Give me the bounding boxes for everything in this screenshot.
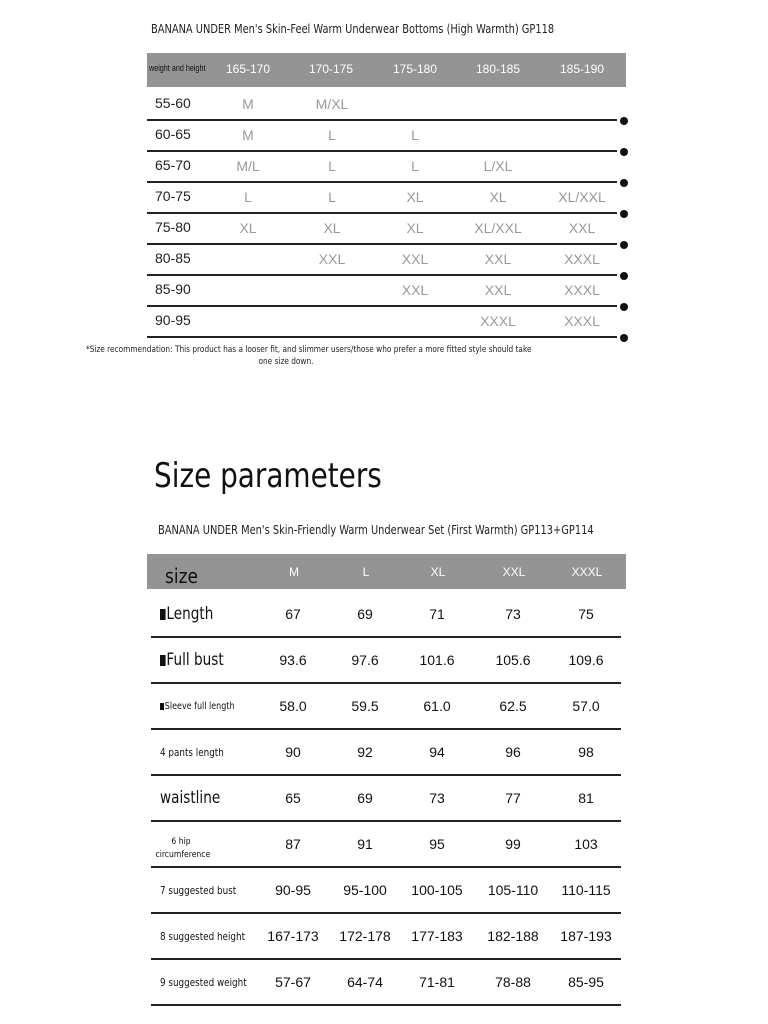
param-label: 9 suggested weight xyxy=(160,975,247,989)
size-cell: L xyxy=(244,189,252,205)
table-row xyxy=(147,243,617,276)
param-label-text: Length xyxy=(166,604,214,624)
weight-cell: 75-80 xyxy=(155,219,191,235)
note-line-2: one size down. xyxy=(258,357,314,367)
param-label: waistline xyxy=(160,788,221,808)
value-cell: 103 xyxy=(574,836,598,852)
row-end-dot xyxy=(620,241,628,249)
value-cell: 110-115 xyxy=(561,882,611,898)
table-row xyxy=(151,868,621,914)
value-cell: 87 xyxy=(285,836,301,852)
value-cell: 100-105 xyxy=(411,882,463,898)
size-cell: L xyxy=(328,158,336,174)
size-cell: XXL xyxy=(484,282,512,298)
table-row xyxy=(147,119,617,152)
weight-cell: 80-85 xyxy=(155,250,191,266)
value-cell: 81 xyxy=(578,790,594,806)
size-cell: M xyxy=(242,127,254,143)
value-cell: 73 xyxy=(505,606,521,622)
params-chart-header xyxy=(147,554,626,589)
numbered-bullet-icon xyxy=(160,609,166,620)
param-label: 8 suggested height xyxy=(160,929,246,943)
size-cell: M/L xyxy=(236,158,260,174)
size-cell: XXXL xyxy=(480,313,516,329)
table-row xyxy=(151,960,621,1006)
value-cell: 90-95 xyxy=(275,882,311,898)
value-cell: 95-100 xyxy=(343,882,387,898)
size-cell: XL xyxy=(406,220,424,236)
height-header: 165-170 xyxy=(225,62,271,76)
value-cell: 167-173 xyxy=(267,928,319,944)
size-cell: XL xyxy=(406,189,424,205)
value-cell: 92 xyxy=(357,744,373,760)
value-cell: 69 xyxy=(357,790,373,806)
value-cell: 85-95 xyxy=(568,974,604,990)
size-cell: XXL xyxy=(401,282,429,298)
table-row xyxy=(147,181,617,214)
size-cell: L xyxy=(411,127,419,143)
value-cell: 57.0 xyxy=(572,698,600,714)
row-end-dot xyxy=(620,334,628,342)
row-end-dot xyxy=(620,117,628,125)
table-row xyxy=(151,592,621,638)
value-cell: 105.6 xyxy=(495,652,531,668)
value-cell: 71 xyxy=(429,606,445,622)
value-cell: 99 xyxy=(505,836,521,852)
value-cell: 69 xyxy=(357,606,373,622)
size-cell: L xyxy=(328,127,336,143)
value-cell: 61.0 xyxy=(423,698,451,714)
size-cell: XL xyxy=(489,189,507,205)
value-cell: 64-74 xyxy=(347,974,383,990)
size-cell: L/XL xyxy=(483,158,513,174)
param-label: 4 pants length xyxy=(160,745,224,759)
param-label xyxy=(160,592,213,636)
value-cell: 97.6 xyxy=(351,652,379,668)
value-cell: 58.0 xyxy=(279,698,307,714)
size-chart-title: BANANA UNDER Men's Skin-Feel Warm Underwear Bottoms (High Warmth) GP118 xyxy=(151,22,555,36)
param-label: 7 suggested bust xyxy=(160,883,237,897)
table-row xyxy=(151,684,621,730)
value-cell: 77 xyxy=(505,790,521,806)
numbered-bullet-icon xyxy=(160,655,166,666)
param-label-text: Full bust xyxy=(166,650,224,670)
size-cell: XL/XXL xyxy=(558,189,606,205)
size-cell: XL xyxy=(323,220,341,236)
weight-cell: 85-90 xyxy=(155,281,191,297)
value-cell: 101.6 xyxy=(419,652,455,668)
value-cell: 93.6 xyxy=(279,652,307,668)
size-header: XXXL xyxy=(571,565,603,579)
value-cell: 177-183 xyxy=(411,928,463,944)
value-cell: 67 xyxy=(285,606,301,622)
height-header: 185-190 xyxy=(559,62,605,76)
params-chart-corner-label: size xyxy=(165,564,198,588)
value-cell: 59.5 xyxy=(351,698,379,714)
table-row xyxy=(147,150,617,183)
size-cell: XXXL xyxy=(564,251,600,267)
value-cell: 96 xyxy=(505,744,521,760)
row-end-dot xyxy=(620,179,628,187)
value-cell: 62.5 xyxy=(499,698,527,714)
table-row xyxy=(151,776,621,822)
value-cell: 75 xyxy=(578,606,594,622)
param-label-text: Sleeve full length xyxy=(164,700,235,712)
numbered-bullet-icon xyxy=(160,703,164,710)
size-cell: XXXL xyxy=(564,282,600,298)
note-line-1: *Size recommendation: This product has a looser fit, and slimmer users/those who prefer a more fitted style should take xyxy=(86,345,532,355)
params-chart-title: BANANA UNDER Men's Skin-Friendly Warm Underwear Set (First Warmth) GP113+GP114 xyxy=(158,523,594,537)
size-cell: XL/XXL xyxy=(474,220,522,236)
row-end-dot xyxy=(620,272,628,280)
table-row xyxy=(147,212,617,245)
value-cell: 95 xyxy=(429,836,445,852)
table-row xyxy=(151,822,621,868)
weight-cell: 55-60 xyxy=(155,95,191,111)
value-cell: 91 xyxy=(357,836,373,852)
param-label xyxy=(160,638,224,682)
row-end-dot xyxy=(620,210,628,218)
size-cell: XXXL xyxy=(564,313,600,329)
weight-cell: 60-65 xyxy=(155,126,191,142)
param-label xyxy=(160,684,235,728)
size-header: XXL xyxy=(502,565,526,579)
table-row xyxy=(151,638,621,684)
param-label-line-2: circumference xyxy=(155,850,211,860)
value-cell: 65 xyxy=(285,790,301,806)
value-cell: 57-67 xyxy=(275,974,311,990)
value-cell: 105-110 xyxy=(487,882,539,898)
value-cell: 98 xyxy=(578,744,594,760)
size-cell: XXL xyxy=(568,220,596,236)
size-header: L xyxy=(362,565,370,579)
size-recommendation-note xyxy=(86,344,532,368)
size-chart-header xyxy=(147,53,626,87)
param-label-line-1: 6 hip xyxy=(171,837,191,847)
size-cell: M/XL xyxy=(315,96,349,112)
weight-cell: 70-75 xyxy=(155,188,191,204)
row-end-dot xyxy=(620,303,628,311)
size-chart-corner-label: weight and height xyxy=(149,63,206,73)
row-end-dot xyxy=(620,148,628,156)
value-cell: 73 xyxy=(429,790,445,806)
value-cell: 71-81 xyxy=(419,974,455,990)
section-title: Size parameters xyxy=(154,456,382,496)
table-row xyxy=(147,305,617,338)
size-cell: L xyxy=(328,189,336,205)
value-cell: 182-188 xyxy=(487,928,539,944)
value-cell: 78-88 xyxy=(495,974,531,990)
size-cell: M xyxy=(242,96,254,112)
value-cell: 94 xyxy=(429,744,445,760)
size-cell: XXL xyxy=(318,251,346,267)
table-row xyxy=(147,88,617,121)
height-header: 180-185 xyxy=(475,62,521,76)
weight-cell: 65-70 xyxy=(155,157,191,173)
height-header: 170-175 xyxy=(308,62,354,76)
table-row xyxy=(151,914,621,960)
height-header: 175-180 xyxy=(392,62,438,76)
table-row xyxy=(147,274,617,307)
weight-cell: 90-95 xyxy=(155,312,191,328)
size-cell: XXL xyxy=(484,251,512,267)
size-cell: XL xyxy=(239,220,257,236)
value-cell: 187-193 xyxy=(560,928,612,944)
size-cell: XXL xyxy=(401,251,429,267)
table-row xyxy=(151,730,621,776)
size-header: XL xyxy=(430,565,446,579)
value-cell: 172-178 xyxy=(339,928,391,944)
value-cell: 109.6 xyxy=(568,652,604,668)
value-cell: 90 xyxy=(285,744,301,760)
size-header: M xyxy=(289,565,299,579)
size-cell: L xyxy=(411,158,419,174)
